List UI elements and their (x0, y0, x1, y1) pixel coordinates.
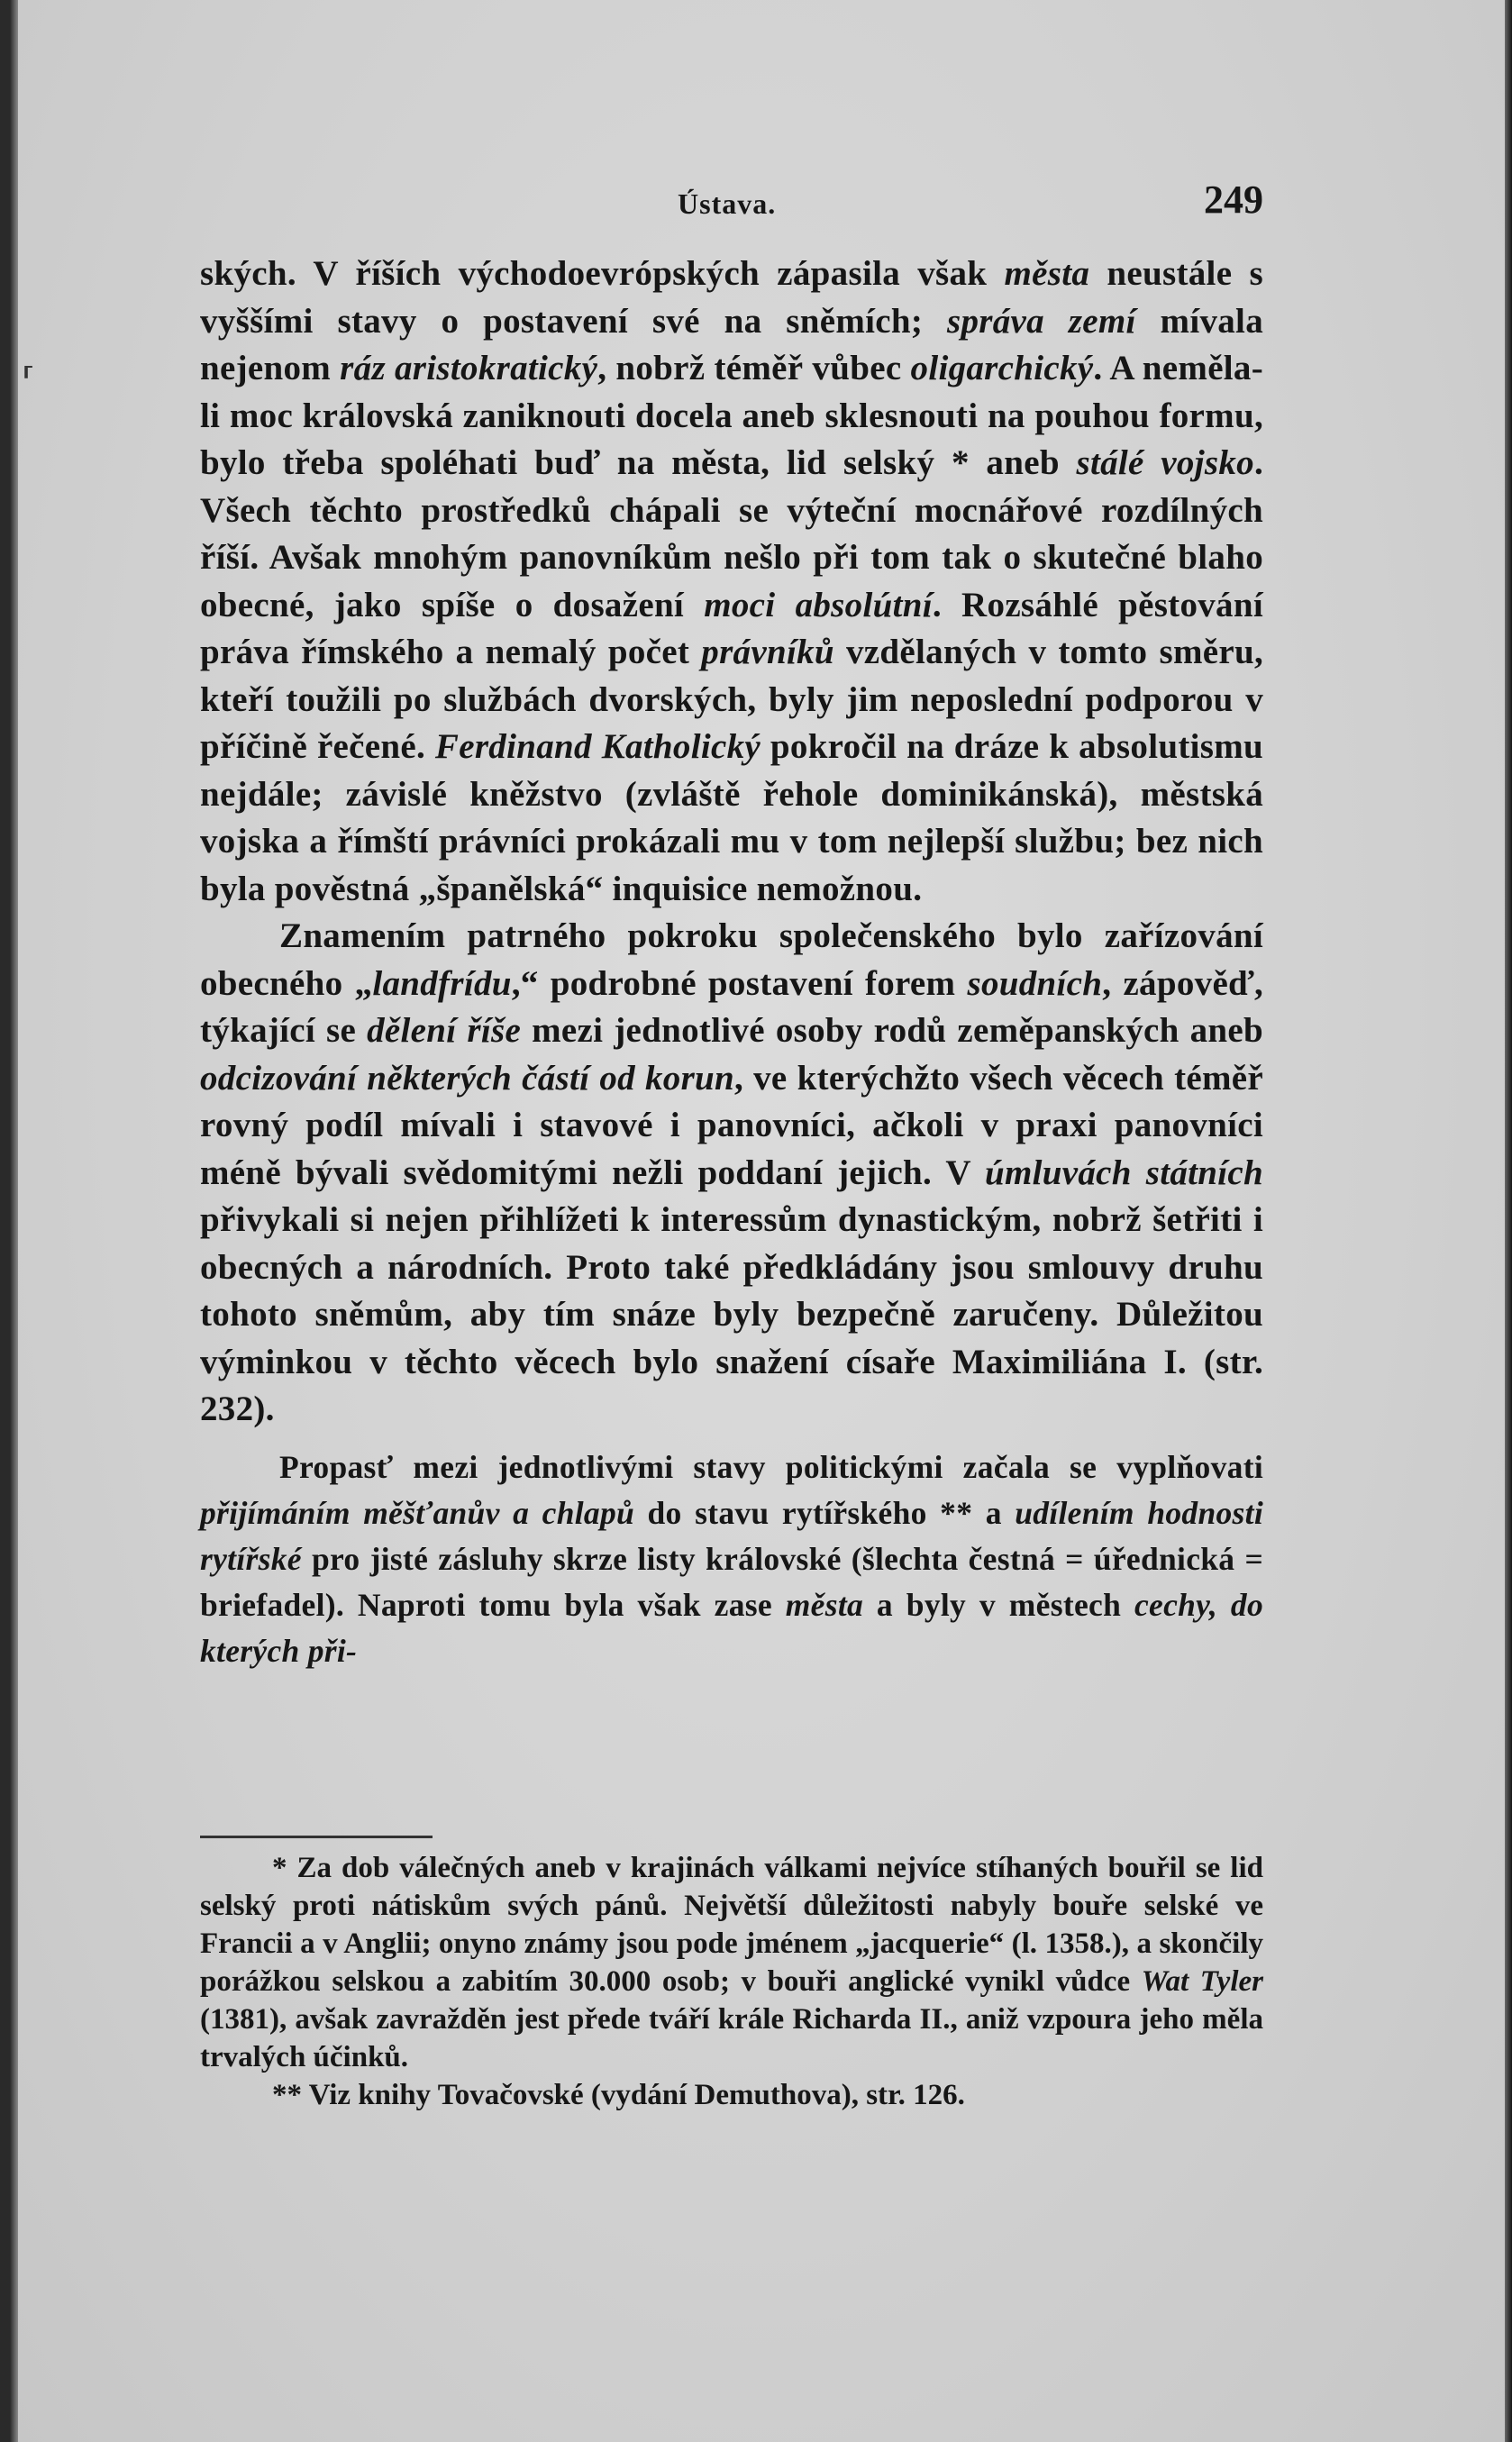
text-run: vzdělaných v tomto směru, kteří toužili po službách dvorských, byly jim neposlední podporou v příčině řečené. (200, 633, 1264, 766)
footnote-divider (200, 1836, 433, 1838)
text-run: . A neměla-li moc královská zaniknouti docela aneb sklesnouti na pouhou formu, bylo třeba spoléhati buď na města, lid selský * aneb (200, 349, 1264, 482)
text-run: mívala nejenom (200, 301, 1263, 387)
text-run: Propasť mezi jednotlivými stavy politickými začala se vyplňovati (279, 1448, 1263, 1485)
emphasized-text: Wat Tyler (1141, 1965, 1263, 1998)
text-run: (1381), avšak zavražděn jest přede tváří krále Richarda II., aniž vzpoura jeho měla trvalých účinků. (200, 2003, 1263, 2073)
emphasized-text: dělení říše (367, 1011, 522, 1050)
text-run: . Rozsáhlé pěstování práva římského a nemalý počet (200, 585, 1263, 671)
page-right-edge-shadow (1505, 0, 1512, 2442)
text-run: do stavu rytířského ** a (634, 1494, 1016, 1531)
main-text (200, 251, 1263, 1674)
text-run: , nobrž téměř vůbec (597, 349, 911, 387)
text-run: . Všech těchto prostředků chápali se výteční mocnářové rozdílných říší. Avšak mnohým panovníkům nešlo při tom tak o skutečné blaho obecné, jako spíše o dosažení (200, 443, 1263, 624)
margin-bracket-mark: ⸢ (22, 362, 35, 400)
text-run: , ve kterýchžto všech věcech téměř rovný podíl mívali i stavové i panovníci, ačkoli v praxi panovníci méně bývali svědomitými nežli poddaní jejich. V (200, 1058, 1263, 1192)
emphasized-text: úmluvách státních (985, 1153, 1263, 1192)
text-run: Znamením patrného pokroku společenského bylo zařízování obecného „ (200, 916, 1263, 1003)
running-head: Ústava. (678, 187, 777, 220)
emphasized-text: cechy, do kterých při- (200, 1586, 1264, 1669)
text-run: , zápověď, týkající se (200, 963, 1264, 1050)
text-run: pro jisté zásluhy skrze listy královské (šlechta čestná = úřednická = briefadel). Naproti tomu byla však zase (200, 1540, 1263, 1623)
emphasized-text: správa zemí (947, 301, 1136, 341)
emphasized-text: odcizování některých částí od korun (200, 1058, 735, 1098)
text-run: ,“ podrobné postavení forem (511, 963, 968, 1003)
emphasized-text: udílením hodnosti rytířské (200, 1494, 1263, 1577)
page-number: 249 (1204, 178, 1263, 222)
text-run: přivykali si nejen přihlížeti k interessům dynastickým, nobrž šetřiti i obecných a národních. Proto také předkládány jsou smlouvy druhu tohoto sněmům, aby tím snáze byly bezpečně zaručeny. Důležitou výminkou v těchto věcech bylo snažení císaře Maximiliána I. (str. 232). (200, 1200, 1263, 1428)
emphasized-text: města (785, 1586, 864, 1623)
emphasized-text: stálé vojsko (1076, 443, 1254, 482)
emphasized-text: přijímáním měšťanův a chlapů (200, 1494, 635, 1531)
emphasized-text: soudních (967, 963, 1103, 1003)
text-run: a byly v městech (863, 1586, 1134, 1623)
footnotes (200, 1849, 1263, 2114)
emphasized-text: Ferdinand Katholický (434, 727, 761, 766)
emphasized-text: města (1004, 254, 1090, 293)
paragraph-1 (200, 251, 1263, 913)
text-run: pokročil na dráze k absolutismu nejdále; závislé kněžstvo (zvláště řehole dominikánská), městská vojska a římští právníci prokázali mu v tom nejlepší službu; bez nich byla pověstná „španělská“ inquisice nemožnou. (200, 727, 1263, 908)
footnote-2 (200, 2076, 1263, 2114)
emphasized-text: oligarchický (910, 349, 1094, 387)
text-run: ských. V říších východoevrópských zápasila však (200, 254, 1005, 293)
emphasized-text: moci absolútní (704, 585, 933, 624)
paragraph-2 (200, 913, 1263, 1434)
emphasized-text: landfrídu (372, 963, 512, 1003)
text-run: mezi jednotlivé osoby rodů zeměpanských aneb (521, 1011, 1263, 1050)
footnote-1 (200, 1849, 1263, 2076)
page-header (200, 177, 1263, 231)
paragraph-3 (200, 1444, 1263, 1674)
emphasized-text: právníků (701, 633, 834, 671)
text-run: * Za dob válečných aneb v krajinách válkami nejvíce stíhaných bouřil se lid selský proti nátiskům svých pánů. Největší důležitosti nabyly bouře selské ve Francii a v Anglii; onyno známy jsou pode jménem „jacquerie“ (l. 1358.), a skončily porážkou selskou a zabitím 30.000 osob; v bouři anglické vynikl vůdce (200, 1852, 1263, 1998)
text-run: neustále s vyššími stavy o postavení své na sněmích; (200, 254, 1263, 341)
emphasized-text: ráz aristokratický (340, 349, 598, 387)
text-run: ** Viz knihy Tovačovské (vydání Demuthova), str. 126. (272, 2079, 965, 2111)
page-left-edge-shadow (0, 0, 18, 2442)
